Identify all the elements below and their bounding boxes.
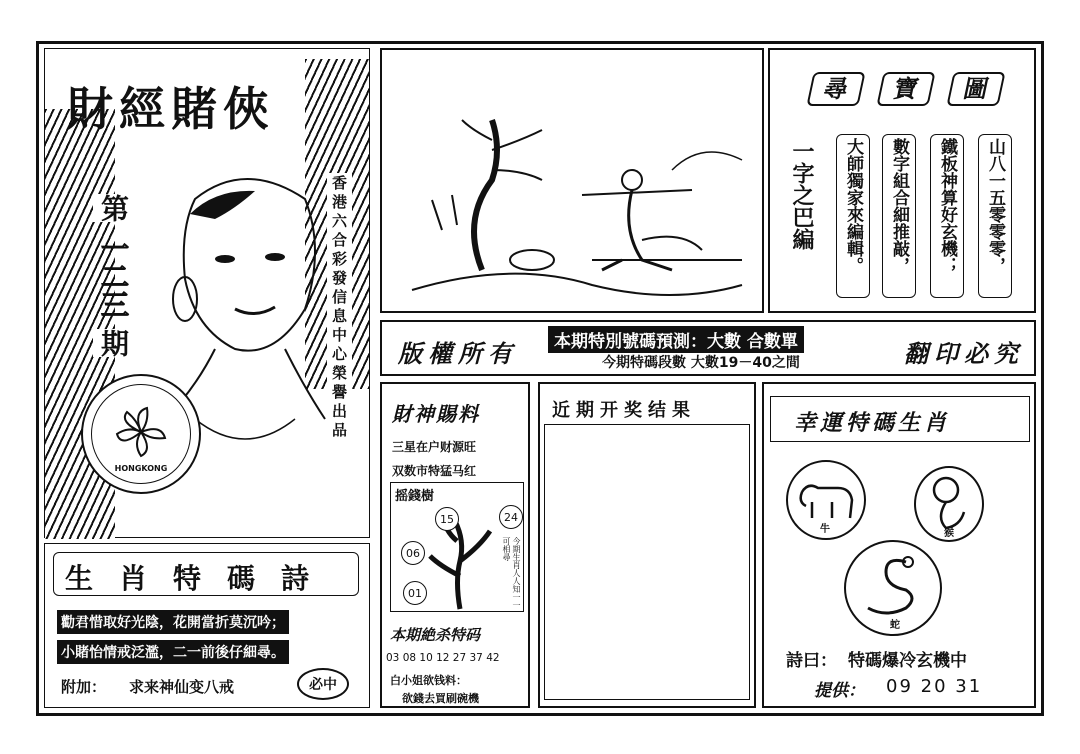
fortune-box [380, 382, 530, 708]
results-panel [538, 382, 756, 708]
treasure-title-bar [810, 68, 1024, 108]
issue-suffix: 期 [93, 329, 133, 357]
banner-right: 翻印必究 [904, 340, 1024, 368]
fortune-line-2: 双数市特猛马红 [392, 464, 477, 478]
provider-label: 提供： [814, 681, 865, 701]
tree-ball-4: 01 [403, 581, 427, 605]
treasure-title-2: 寶 [876, 72, 935, 106]
provider-value: 09 20 31 [886, 676, 983, 697]
lucky-panel [762, 382, 1036, 708]
treasure-col-3: 鐵板神算好玄機； [930, 134, 964, 298]
treasure-col-2: 數字組合細推敲， [882, 134, 916, 298]
fortune-line-1: 三星在户财源旺 [392, 440, 477, 454]
treasure-col-1: 大師獨家來編輯。 [836, 134, 870, 298]
issue-prefix: 第 [93, 194, 133, 222]
zodiac-snake [844, 540, 942, 636]
fortune-note-1: 白小姐欲钱料： [390, 674, 467, 687]
lucky-poem: 特碼爆冷玄機中 [848, 651, 967, 671]
banner-left: 版權所有 [398, 340, 518, 368]
illustration-panel [380, 48, 764, 313]
extra-prefix: 附加： [61, 678, 107, 696]
hk-emblem [81, 374, 201, 494]
lucky-poem-prefix: 詩曰： [786, 651, 837, 671]
money-tree-panel [390, 482, 524, 612]
tree-ball-3: 06 [401, 541, 425, 565]
banner [380, 320, 1036, 376]
extra-text: 求来神仙变八戒 [129, 678, 235, 696]
stamp-badge: 必中 [297, 668, 349, 700]
cover-panel [44, 48, 370, 538]
banner-prediction: 本期特別號碼預測：大數 合數單 [548, 326, 804, 353]
banner-range: 今期特碼段數 大數19－40之間 [602, 355, 800, 371]
zodiac-monkey-label: 猴 [944, 528, 954, 539]
issue-number: 一二三 [97, 234, 130, 318]
kill-title: 本期絶杀特码 [390, 626, 481, 644]
treasure-map-panel [768, 48, 1036, 313]
poem-line-2: 小賭怡情戒泛濫，二一前後仔細尋。 [57, 640, 289, 664]
poem-box [44, 543, 370, 708]
poem-line-1: 勸君惜取好光陰，花開當折莫沉吟； [57, 610, 289, 634]
zodiac-monkey [914, 466, 984, 542]
portrait-illustration [155, 159, 335, 539]
treasure-editor: 一字之巴編 [789, 140, 814, 250]
emblem-label: HONGKONG [114, 464, 168, 473]
lucky-title: 幸運特碼生肖 [794, 411, 951, 436]
poster-title: 財經賭俠 [67, 82, 275, 136]
fortune-title: 財神賜料 [392, 402, 480, 426]
tree-side-text: 今期生肖人人知一一可相尋 [502, 537, 521, 609]
fortune-note-2: 欲錢去買刷碗機 [402, 692, 479, 705]
results-title: 近期开奖结果 [552, 400, 696, 421]
tree-ball-1: 15 [435, 507, 459, 531]
zodiac-ox-label: 牛 [820, 524, 830, 535]
treasure-title-1: 尋 [806, 72, 865, 106]
money-tree-label: 摇錢樹 [395, 489, 435, 504]
treasure-col-4: 山八一五零零零， [978, 134, 1012, 298]
zodiac-ox [786, 460, 866, 540]
tree-ball-2: 24 [499, 505, 523, 529]
money-tree-icon [415, 501, 505, 611]
zodiac-snake-label: 蛇 [890, 620, 900, 631]
poem-title: 生肖特碼詩 [65, 562, 336, 595]
bauhinia-icon [113, 404, 169, 460]
treasure-title-3: 圖 [946, 72, 1005, 106]
archer-scene [392, 110, 756, 310]
kill-numbers: 03 08 10 12 27 37 42 [386, 652, 500, 664]
publisher-text: 香港六合彩發信息中心榮譽出品 [327, 173, 352, 443]
